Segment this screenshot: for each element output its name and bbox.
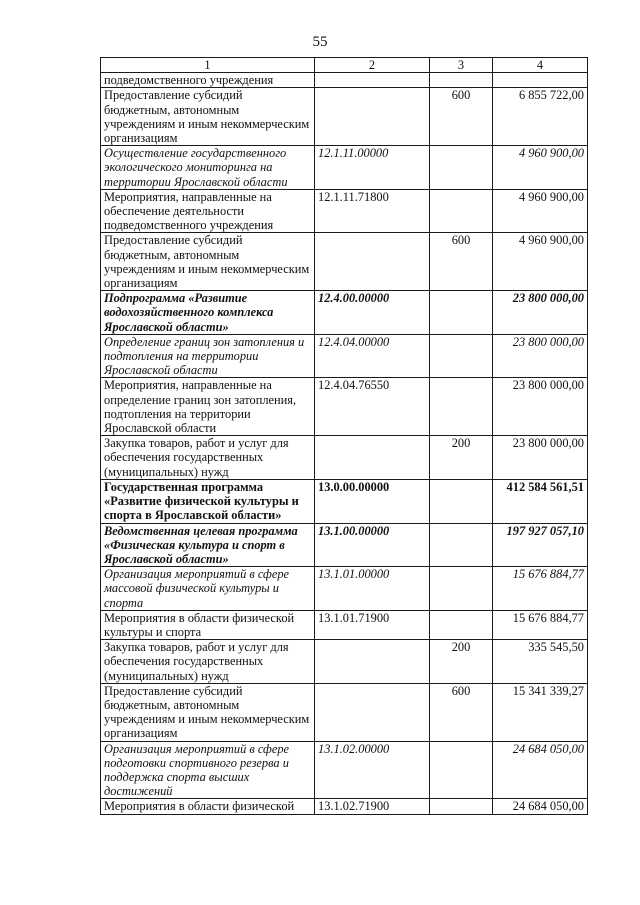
table-row: [101, 189, 588, 233]
row-name-cell: Предоставление субсидий бюджетным, автономным учреждениям и иным некоммерческим организациям: [101, 88, 315, 146]
row-code-cell: 13.1.01.00000: [315, 567, 430, 611]
row-code-cell: [315, 436, 430, 480]
row-expense-type-cell: [430, 479, 493, 523]
header-row: [101, 58, 588, 73]
row-code-cell: 13.1.01.71900: [315, 610, 430, 639]
table-row: [101, 334, 588, 378]
row-expense-type-cell: [430, 334, 493, 378]
row-amount-cell: 4 960 900,00: [493, 233, 588, 291]
row-expense-type-cell: [430, 73, 493, 88]
row-amount-cell: 6 855 722,00: [493, 88, 588, 146]
row-name-cell: Ведомственная целевая программа «Физическая культура и спорт в Ярославской области»: [101, 523, 315, 567]
row-amount-cell: 197 927 057,10: [493, 523, 588, 567]
row-expense-type-cell: 600: [430, 88, 493, 146]
row-expense-type-cell: [430, 189, 493, 233]
row-amount-cell: [493, 73, 588, 88]
table-row: [101, 436, 588, 480]
table-row: [101, 567, 588, 611]
row-code-cell: 12.1.11.71800: [315, 189, 430, 233]
row-code-cell: 12.4.00.00000: [315, 291, 430, 335]
table-row: [101, 479, 588, 523]
row-expense-type-cell: [430, 610, 493, 639]
row-expense-type-cell: 600: [430, 233, 493, 291]
row-code-cell: 12.4.04.76550: [315, 378, 430, 436]
row-expense-type-cell: [430, 741, 493, 799]
row-name-cell: Подпрограмма «Развитие водохозяйственного комплекса Ярославской области»: [101, 291, 315, 335]
row-expense-type-cell: 200: [430, 436, 493, 480]
row-expense-type-cell: [430, 523, 493, 567]
row-name-cell: подведомственного учреждения: [101, 73, 315, 88]
header-col-3: 3: [430, 58, 493, 73]
row-code-cell: 12.4.04.00000: [315, 334, 430, 378]
row-amount-cell: 15 676 884,77: [493, 610, 588, 639]
row-amount-cell: 4 960 900,00: [493, 146, 588, 190]
row-code-cell: [315, 683, 430, 741]
row-amount-cell: 23 800 000,00: [493, 334, 588, 378]
row-code-cell: 13.0.00.00000: [315, 479, 430, 523]
row-amount-cell: 23 800 000,00: [493, 378, 588, 436]
table-row: [101, 523, 588, 567]
row-code-cell: 13.1.02.71900: [315, 799, 430, 814]
row-name-cell: Организация мероприятий в сфере массовой физической культуры и спорта: [101, 567, 315, 611]
row-expense-type-cell: 600: [430, 683, 493, 741]
row-amount-cell: 15 341 339,27: [493, 683, 588, 741]
row-name-cell: Закупка товаров, работ и услуг для обеспечения государственных (муниципальных) нужд: [101, 436, 315, 480]
row-name-cell: Мероприятия в области физической: [101, 799, 315, 814]
table-row: [101, 73, 588, 88]
row-name-cell: Мероприятия, направленные на определение границ зон затопления, подтопления на территории Ярославской области: [101, 378, 315, 436]
row-expense-type-cell: [430, 799, 493, 814]
table-row: [101, 378, 588, 436]
row-name-cell: Осуществление государственного экологического мониторинга на территории Ярославской области: [101, 146, 315, 190]
header-col-1: 1: [101, 58, 315, 73]
row-expense-type-cell: [430, 378, 493, 436]
row-name-cell: Государственная программа «Развитие физической культуры и спорта в Ярославской области»: [101, 479, 315, 523]
table-header: [101, 58, 588, 73]
row-expense-type-cell: [430, 567, 493, 611]
row-name-cell: Предоставление субсидий бюджетным, автономным учреждениям и иным некоммерческим организациям: [101, 683, 315, 741]
table-row: [101, 233, 588, 291]
row-expense-type-cell: [430, 291, 493, 335]
row-code-cell: 13.1.00.00000: [315, 523, 430, 567]
row-amount-cell: 24 684 050,00: [493, 741, 588, 799]
row-name-cell: Предоставление субсидий бюджетным, автономным учреждениям и иным некоммерческим организациям: [101, 233, 315, 291]
row-amount-cell: 23 800 000,00: [493, 291, 588, 335]
table-row: [101, 146, 588, 190]
table-row: [101, 610, 588, 639]
row-code-cell: 12.1.11.00000: [315, 146, 430, 190]
row-amount-cell: 24 684 050,00: [493, 799, 588, 814]
row-amount-cell: 4 960 900,00: [493, 189, 588, 233]
row-code-cell: [315, 73, 430, 88]
row-name-cell: Определение границ зон затопления и подтопления на территории Ярославской области: [101, 334, 315, 378]
row-code-cell: [315, 233, 430, 291]
table-row: [101, 683, 588, 741]
row-name-cell: Закупка товаров, работ и услуг для обеспечения государственных (муниципальных) нужд: [101, 640, 315, 684]
table-row: [101, 799, 588, 814]
header-col-2: 2: [315, 58, 430, 73]
row-amount-cell: 335 545,50: [493, 640, 588, 684]
row-code-cell: [315, 88, 430, 146]
header-col-4: 4: [493, 58, 588, 73]
table-body: [101, 73, 588, 814]
row-name-cell: Мероприятия, направленные на обеспечение деятельности подведомственного учреждения: [101, 189, 315, 233]
page-number: 55: [312, 34, 328, 50]
budget-table: [100, 57, 588, 815]
row-amount-cell: 412 584 561,51: [493, 479, 588, 523]
row-name-cell: Организация мероприятий в сфере подготовки спортивного резерва и поддержка спорта высших достижений: [101, 741, 315, 799]
table-row: [101, 291, 588, 335]
row-name-cell: Мероприятия в области физической культуры и спорта: [101, 610, 315, 639]
row-code-cell: [315, 640, 430, 684]
table-row: [101, 88, 588, 146]
row-amount-cell: 15 676 884,77: [493, 567, 588, 611]
row-expense-type-cell: [430, 146, 493, 190]
row-amount-cell: 23 800 000,00: [493, 436, 588, 480]
table-row: [101, 741, 588, 799]
table-row: [101, 640, 588, 684]
row-expense-type-cell: 200: [430, 640, 493, 684]
row-code-cell: 13.1.02.00000: [315, 741, 430, 799]
